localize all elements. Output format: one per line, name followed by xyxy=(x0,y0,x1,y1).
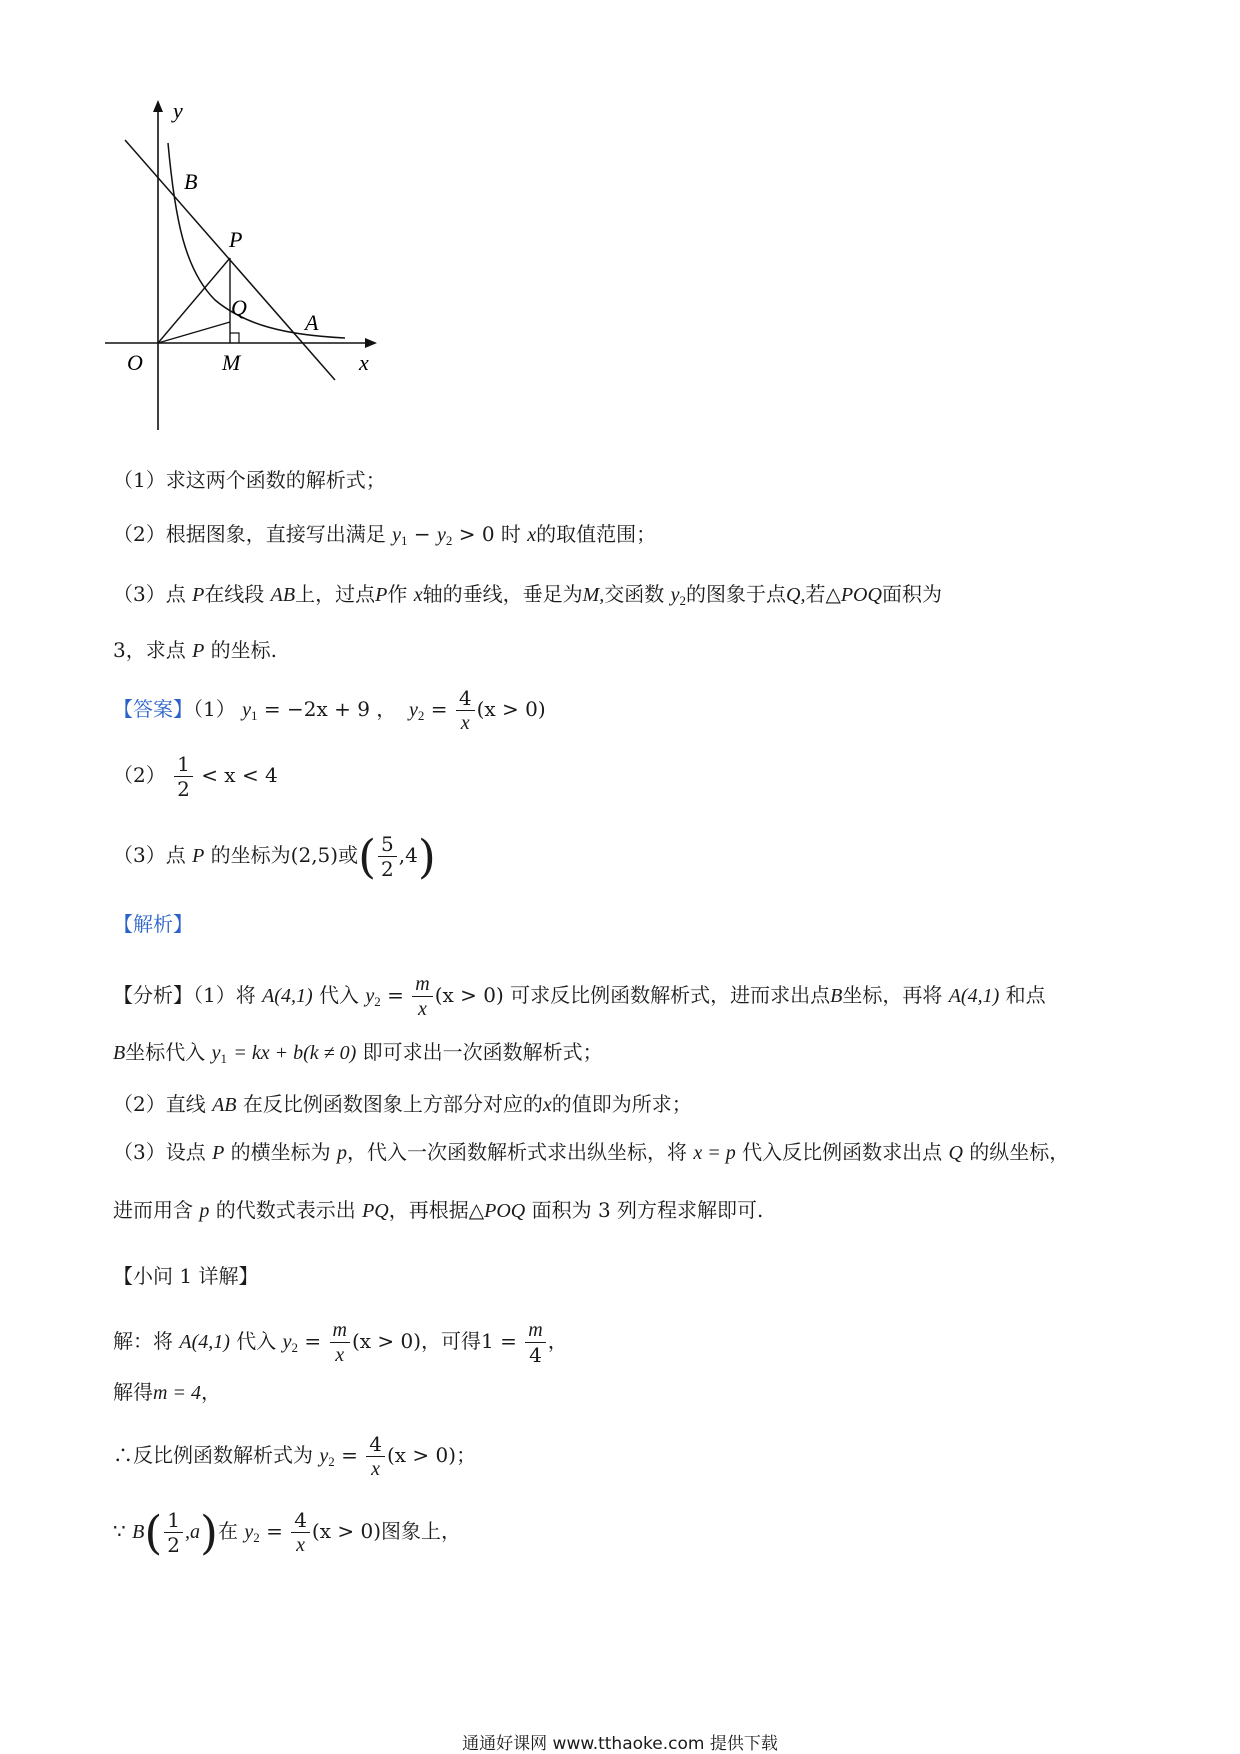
fx-p4-P: P xyxy=(212,1142,225,1164)
fx-p1-c: 可求反比例函数解析式，进而求出点 xyxy=(510,983,831,1007)
fx-p3-AB: AB xyxy=(212,1094,237,1116)
d-s3-a: ∴反比例函数解析式为 xyxy=(113,1443,313,1467)
fx-p1-a: 【分析】（1）将 xyxy=(113,983,256,1007)
analysis-p5 xyxy=(113,1196,763,1225)
d-s2: 解得 xyxy=(113,1380,153,1404)
a2-rest: < x < 4 xyxy=(201,763,278,787)
a3-or: 或 xyxy=(338,843,359,867)
q3-y2: $y_2$ xyxy=(670,584,686,608)
q3-q: Q, xyxy=(786,584,806,606)
q3-text-a: （3）点 xyxy=(113,582,186,606)
analysis-p2 xyxy=(113,1038,603,1073)
d-s1-c: ，可得 xyxy=(421,1329,482,1353)
d-s4-a: ∵ xyxy=(113,1519,126,1543)
a1-y1: $y_1$ xyxy=(242,699,258,723)
q3-ab: AB xyxy=(270,584,296,606)
fx-p2-y1: $y_1$ xyxy=(211,1042,227,1066)
triangle-symbol: △ xyxy=(825,582,841,606)
a1-prefix: （1） xyxy=(193,697,236,721)
x-axis-arrow xyxy=(365,338,377,348)
d-s1-eq: = xyxy=(304,1329,322,1353)
fx-p5-triangle: △ xyxy=(468,1198,485,1222)
d-s4-y2: $y_2$ xyxy=(244,1521,260,1545)
q3-line2-end: 的坐标. xyxy=(210,638,278,662)
question-1 xyxy=(113,466,386,494)
a2-fraction: $\frac{1}{2}$ xyxy=(174,752,193,801)
detail-tag: 【小问 1 详解】 xyxy=(113,1264,259,1288)
detail-heading xyxy=(113,1262,258,1290)
fx-p1-b: 代入 xyxy=(319,983,359,1007)
function-graph-figure xyxy=(105,100,405,430)
detail-s2 xyxy=(113,1378,221,1407)
a1-fraction: $\frac{4}{x}$ xyxy=(456,686,475,735)
q2-x: x xyxy=(527,524,537,546)
q3-text-f: 交函数 xyxy=(604,582,665,606)
question-3-line1 xyxy=(113,580,942,615)
fx-p5-b: 的代数式表示出 xyxy=(215,1198,356,1222)
d-s4-fraction: $\frac{1}{2}$ xyxy=(164,1508,183,1557)
d-s4-cond: (x > 0) xyxy=(311,1519,382,1543)
label-y: y xyxy=(173,100,183,123)
a1-y1-expr: = −2x + 9 ， xyxy=(263,697,397,721)
a3-point1: (2,5) xyxy=(290,843,339,867)
q2-ineq: > 0 时 xyxy=(452,522,521,546)
q3-p: P xyxy=(192,584,205,606)
fx-p3-a: （2）直线 xyxy=(113,1092,206,1116)
q3-text-b: 在线段 xyxy=(204,582,265,606)
fx-p5-c: ，再根据 xyxy=(388,1198,469,1222)
detail-s4: ∵ B( $\frac{1}{2}$ ,a)在 $y_2$ = $\frac{4}{x}$ (x > 0)图象上， xyxy=(113,1505,462,1560)
a2-prefix: （2） xyxy=(113,763,166,787)
q3-x: x xyxy=(413,584,423,606)
d-s4-a2: ,a xyxy=(185,1521,200,1543)
q3-line2-p: P xyxy=(192,640,205,662)
label-q: Q xyxy=(231,295,247,320)
d-s2-m: m = 4 xyxy=(153,1382,201,1404)
analysis-tag: 【解析】 xyxy=(113,912,193,936)
fx-p4-e: 的纵坐标， xyxy=(969,1140,1070,1164)
d-s4-fraction2: $\frac{4}{x}$ xyxy=(291,1508,310,1557)
q3-p2: P xyxy=(375,584,388,606)
a1-eq: = xyxy=(430,697,448,721)
label-m: M xyxy=(222,350,241,375)
fx-p3-c: 的值即为所求； xyxy=(551,1092,692,1116)
fx-p1-d: 坐标，再将 xyxy=(842,983,943,1007)
fx-p1-B: B xyxy=(830,985,843,1007)
fx-p2-B: B xyxy=(113,1042,126,1064)
footer-watermark: 通通好课网 www.tthaoke.com 提供下载 xyxy=(462,1734,778,1754)
d-s1-y2: $y_2$ xyxy=(282,1331,299,1355)
a1-y2: $y_2$ xyxy=(409,699,425,723)
q3-text-e: 轴的垂线，垂足为 xyxy=(422,582,583,606)
d-s1-cond: (x > 0) xyxy=(351,1329,422,1353)
q3-m: M, xyxy=(582,584,605,606)
label-x: x xyxy=(359,350,369,375)
label-o: O xyxy=(127,350,143,375)
d-s3-eq: = xyxy=(341,1443,358,1467)
a3-mid: 的坐标为 xyxy=(210,843,291,867)
fx-p4-Q: Q xyxy=(948,1142,963,1164)
d-s4-B: B xyxy=(132,1521,145,1543)
fx-p4-c: ，代入一次函数解析式求出纵坐标，将 xyxy=(347,1140,688,1164)
question-2: （2）根据图象，直接写出满足 $y_1 - y_2 > 0$ 时 x的取值范围； xyxy=(113,522,657,548)
a3-prefix: （3）点 xyxy=(113,843,186,867)
fx-p1-A2: A(4,1) xyxy=(948,985,1000,1007)
d-s3-y2: $y_2$ xyxy=(319,1445,335,1469)
q3-text-i: 面积为 xyxy=(881,582,942,606)
analysis-p3 xyxy=(113,1090,692,1119)
d-s1-fraction: $\frac{m}{x}$ xyxy=(330,1318,350,1367)
d-s1-end: ， xyxy=(547,1329,568,1353)
fx-p3-x: x xyxy=(542,1094,552,1116)
detail-s3 xyxy=(113,1432,476,1481)
fx-p1-cond: (x > 0) xyxy=(434,983,504,1007)
a3-fraction: $\frac{5}{2}$ xyxy=(378,832,397,881)
d-s1-b: 代入 xyxy=(236,1329,277,1353)
q3-text-c: 上，过点 xyxy=(295,582,376,606)
question-3-line2 xyxy=(113,636,277,665)
d-s3-cond: (x > 0) xyxy=(386,1443,457,1467)
fx-p4-d: 代入反比例函数求出点 xyxy=(742,1140,943,1164)
d-s4-c: 图象上， xyxy=(381,1519,462,1543)
d-s1-a: 解：将 xyxy=(113,1329,173,1353)
analysis-p1 xyxy=(113,972,1046,1021)
q3-line2-text: 3，求点 xyxy=(113,638,186,662)
answer-1 xyxy=(113,686,546,735)
d-s4-b: 在 xyxy=(217,1519,238,1543)
q2-y1: $y_1$ xyxy=(392,524,408,548)
d-s1-A: A(4,1) xyxy=(179,1331,230,1353)
answer-3: （3）点 P 的坐标为(2,5)或( $\frac{5}{2}$ ,4) xyxy=(113,829,436,884)
fx-p1-A: A(4,1) xyxy=(262,985,313,1007)
fx-p5-p: p xyxy=(199,1200,210,1222)
fx-p2-a: 坐标代入 xyxy=(125,1040,206,1064)
fx-p1-y2: $y_2$ xyxy=(365,985,381,1009)
d-s4-eq: = xyxy=(266,1519,283,1543)
fx-p5-d: 面积为 3 列方程求解即可. xyxy=(531,1198,764,1222)
q3-text-g: 的图象于点 xyxy=(686,582,786,606)
a3-end: ,4 xyxy=(398,843,418,867)
fx-p2-b: 即可求出一次函数解析式； xyxy=(362,1040,603,1064)
analysis-heading xyxy=(113,910,193,938)
d-s1-fraction2: $\frac{m}{4}$ xyxy=(525,1318,545,1367)
answer-2 xyxy=(113,752,278,801)
d-s1-one: 1 = xyxy=(481,1329,517,1353)
q1-text: （1）求这两个函数的解析式； xyxy=(113,468,386,492)
fx-p3-b: 在反比例函数图象上方部分对应的 xyxy=(242,1092,543,1116)
a1-cond: (x > 0) xyxy=(476,697,546,721)
fx-p4-p: p xyxy=(337,1142,348,1164)
fx-p5-PQ: PQ xyxy=(362,1200,389,1222)
d-s2-end: ， xyxy=(200,1380,221,1404)
analysis-p4 xyxy=(113,1138,1069,1167)
d-s3-fraction: $\frac{4}{x}$ xyxy=(366,1432,385,1481)
fx-p4-xp: x = p xyxy=(693,1142,736,1164)
fx-p1-eq: = xyxy=(387,983,404,1007)
y-axis-arrow xyxy=(153,100,163,112)
q3-text-d: 作 xyxy=(387,582,408,606)
label-p: P xyxy=(229,227,243,252)
fx-p4-a: （3）设点 xyxy=(113,1140,206,1164)
right-angle-mark xyxy=(230,333,239,343)
fx-p4-b: 的横坐标为 xyxy=(230,1140,331,1164)
a3-p: P xyxy=(192,845,205,867)
q2-prefix: （2）根据图象，直接写出满足 xyxy=(113,522,386,546)
q2-suffix: 的取值范围； xyxy=(536,522,657,546)
segment-oq xyxy=(158,322,230,343)
answer-tag: 【答案】 xyxy=(113,697,193,721)
fx-p5-POQ: POQ xyxy=(484,1200,526,1222)
fx-p2-eq: = kx + b(k ≠ 0) xyxy=(233,1042,357,1064)
fx-p1-e: 和点 xyxy=(1005,983,1046,1007)
q2-y2: $y_2$ xyxy=(436,524,453,548)
q3-poq: POQ xyxy=(840,584,882,606)
fx-p5-a: 进而用含 xyxy=(113,1198,193,1222)
fx-p1-fraction: $\frac{m}{x}$ xyxy=(412,972,432,1021)
d-s3-end: ； xyxy=(456,1443,477,1467)
q3-text-h: 若 xyxy=(805,582,826,606)
detail-s1 xyxy=(113,1318,568,1367)
label-b: B xyxy=(184,169,198,194)
label-a: A xyxy=(305,310,319,335)
